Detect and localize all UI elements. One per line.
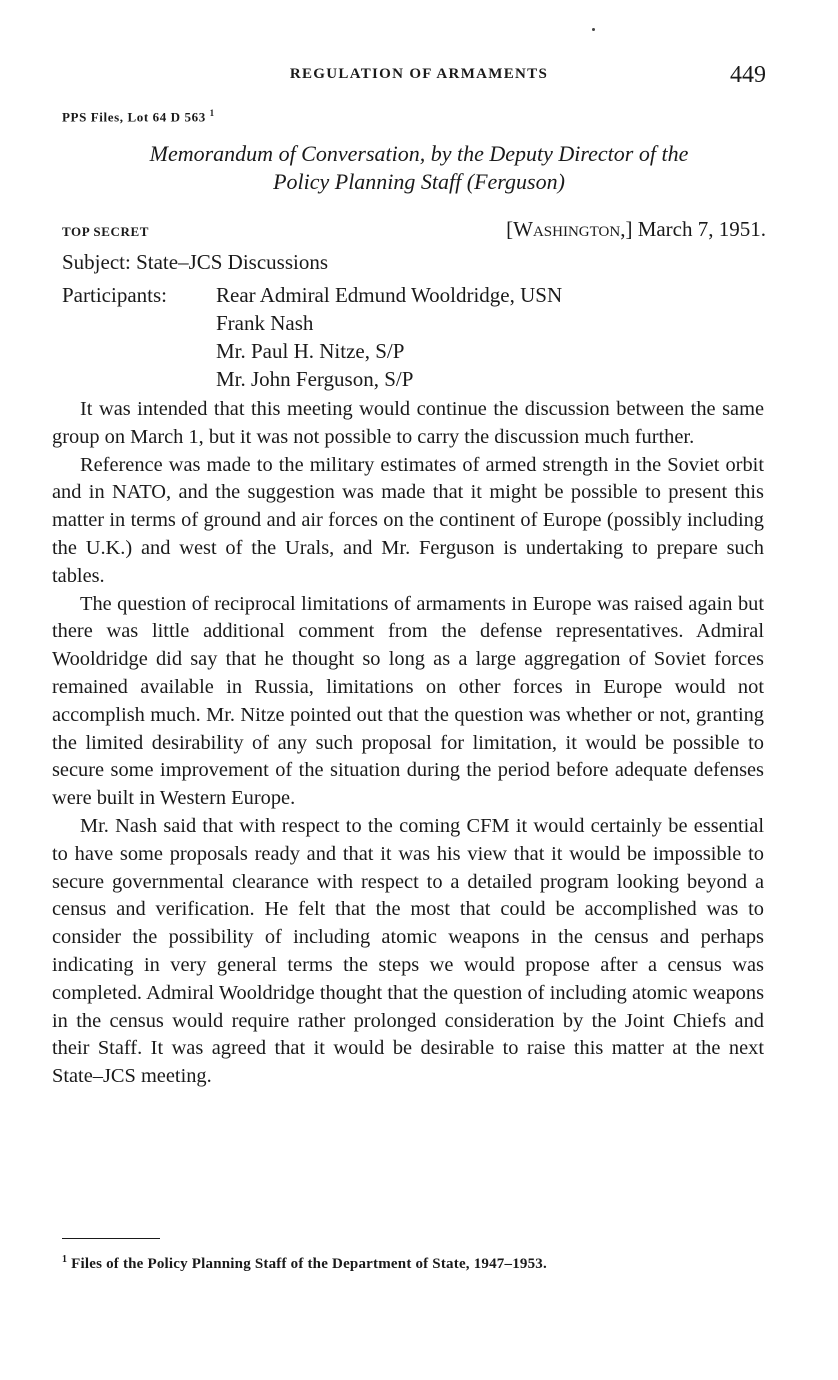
subject-text: State–JCS Discussions (136, 250, 329, 274)
memorandum-body (52, 396, 764, 1091)
participants-label: Participants: (62, 283, 167, 307)
subject-line (62, 248, 328, 276)
body-paragraph: Mr. Nash said that with respect to the coming CFM it would certainly be essential to have some proposals ready and that it was his view that it would be impossible to secure governmental clearance with respect to a detailed program looking beyond a census and verification. He felt that the most that could be accomplished was to consider the possibility of including atomic weapons in the census and perhaps indicating in very general terms the steps we would propose after a census was completed. Admiral Wooldridge thought that the question of including atomic weapons in the census would require rather prolonged consideration by the Joint Chiefs and their Staff. It was agreed that it would be desirable to raise this matter at the next State–JCS meeting. (52, 814, 764, 1088)
running-head: REGULATION OF ARMAMENTS (289, 66, 549, 82)
participant-name: Mr. John Ferguson, S/P (216, 367, 414, 391)
document-title (62, 140, 776, 196)
participants-list (216, 281, 562, 393)
page-number: 449 (730, 62, 766, 88)
participant-name: Frank Nash (216, 311, 314, 335)
classification-label: TOP SECRET (62, 224, 150, 239)
subject-label: Subject: (62, 250, 131, 274)
footnote-rule (62, 1238, 160, 1239)
scan-speck (592, 28, 595, 31)
dateline-place: [Washington,] (506, 217, 633, 241)
footnote-text: Files of the Policy Planning Staff of the Department of State, 1947–1953. (71, 1256, 547, 1272)
source-text: PPS Files, Lot 64 D 563 (62, 109, 206, 125)
participant-name: Rear Admiral Edmund Wooldridge, USN (216, 283, 563, 307)
footnote-mark: 1 (62, 1254, 68, 1265)
dateline-date: March 7, 1951. (637, 217, 766, 241)
body-paragraph: The question of reciprocal limitations of armaments in Europe was raised again but there was little additional comment from the defense representatives. Admiral Wooldridge did say that he thought so long as a large aggregation of Soviet forces remained available in Russia, limitations on other forces in Europe would not accomplish much. Mr. Nitze pointed out that the question was whether or not, granting the limited desirability of any such proposal for limitation, it would be possible to secure some improvement of the situation during the period before adequate defenses were built in Western Europe. (52, 592, 764, 810)
dateline (506, 217, 766, 242)
title-line-1: Memorandum of Conversation, by the Deputy Director of the (149, 141, 689, 166)
title-line-2: Policy Planning Staff (Ferguson) (273, 169, 565, 194)
source-footnote-mark: 1 (209, 108, 215, 118)
body-paragraph: It was intended that this meeting would continue the discussion between the same group on March 1, but it was not possible to carry the discussion much further. (52, 398, 764, 448)
footnote (62, 1254, 547, 1273)
body-paragraph: Reference was made to the military estimates of armed strength in the Soviet orbit and in NATO, and the suggestion was made that it might be possible to present this matter in terms of ground and air forces on the continent of Europe (possibly including the U.K.) and west of the Urals, and Mr. Ferguson is undertaking to prepare such tables. (52, 453, 764, 587)
participant-name: Mr. Paul H. Nitze, S/P (216, 339, 405, 363)
source-citation (62, 108, 215, 125)
